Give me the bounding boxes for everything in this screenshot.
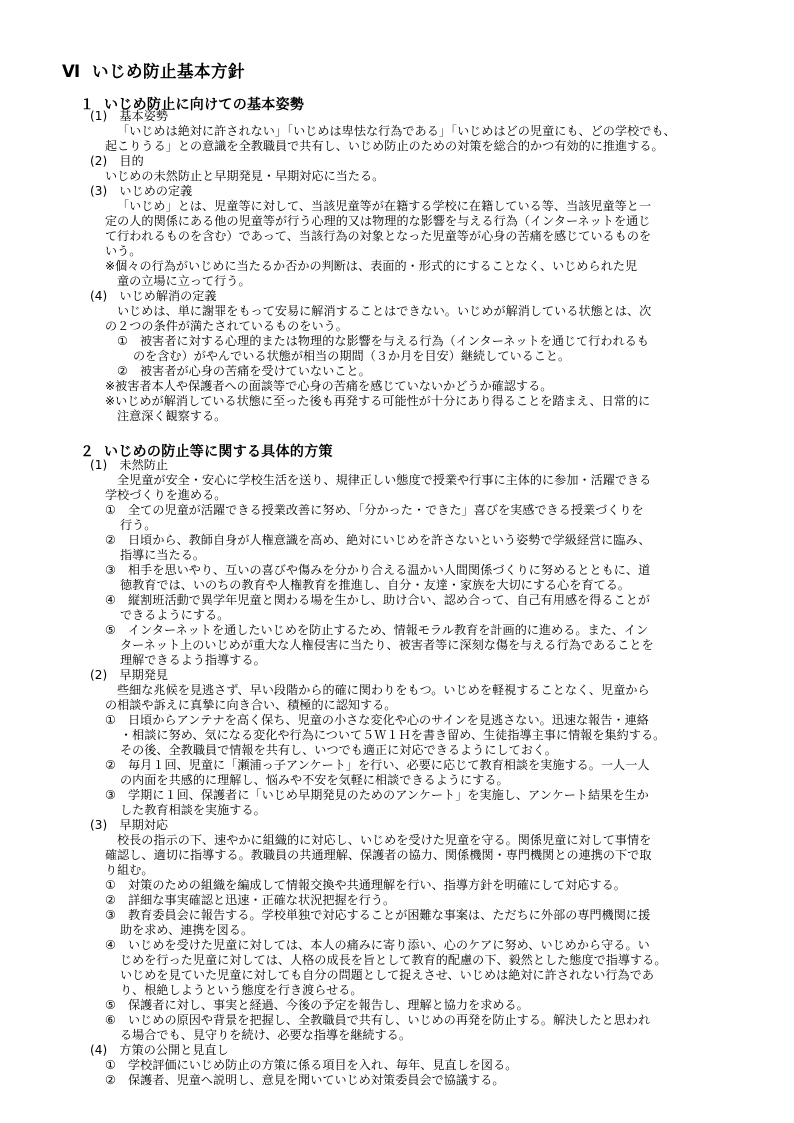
list-item: ④ 縦割班活動で異学年児童と関わる場を生かし、助け合い、認め合って、自己有用感を得ることが — [105, 593, 650, 607]
text-line: の２つの条件が満たされているものをいう。 — [105, 319, 348, 333]
list-item: ・相談に努め、気になる変化や行為について５Ｗ１Ｈを書き留め、生徒指導主事に情報を集約する。 — [120, 728, 666, 742]
list-item: ① 対策のための組織を編成して情報交換や共通理解を行い、指導方針を明確にして対応する。 — [105, 878, 626, 892]
note-line: 童の立場に立って行う。 — [117, 274, 251, 288]
note-line: ※個々の行為がいじめに当たるか否かの判断は、表面的・形式的にすることなく、いじめられた児 — [105, 259, 638, 273]
section-number: １ — [80, 97, 95, 113]
list-item: の内面を共感的に理解し、悩みや不安を気軽に相談できるようにする。 — [120, 773, 509, 787]
subheading-early-response: (3) 早期対応 — [90, 818, 168, 832]
list-item: ① 日頃からアンテナを高く保ち、児童の小さな変化や心のサインを見逃さない。迅速な報告・連絡 — [105, 713, 649, 727]
note-line: ※被害者本人や保護者への面談等で心身の苦痛を感じていないかどうか確認する。 — [105, 379, 553, 393]
text-line: いう。 — [105, 244, 142, 258]
text-line: 校長の指示の下、速やかに組織的に対応し、いじめを受けた児童を守る。関係児童に対して事情を — [117, 833, 652, 847]
subheading-definition: (3) いじめの定義 — [90, 184, 193, 198]
subheading-early-detection: (2) 早期発見 — [90, 668, 168, 682]
list-item: ⑤ インターネットを通したいじめを防止するため、情報モラル教育を計画的に進める。また、イン — [105, 623, 649, 637]
subheading-disclosure-review: (4) 方策の公開と見直し — [90, 1043, 229, 1057]
list-item: ⑤ 保護者に対し、事実と経過、今後の予定を報告し、理解と協力を求める。 — [105, 998, 529, 1012]
text-line: 全児童が安全・安心に学校生活を送り、規律正しい態度で授業や行事に主体的に参加・活躍できる — [117, 473, 652, 487]
list-item: ③ 学期に１回、保護者に「いじめ早期発見のためのアンケート」を実施し、アンケート結果を生か — [105, 788, 649, 802]
list-item: る場合でも、見守りを続け、必要な指導を継続する。 — [120, 1028, 411, 1042]
list-item: 徳教育では、いのちの教育や人権教育を推進し、自分・友達・家族を大切にする心を育てる。 — [120, 578, 631, 592]
list-item: ① 被害者に対する心理的または物理的な影響を与える行為（インターネットを通じて行われるも — [117, 334, 649, 348]
list-item: ② 日頃から、教師自身が人権意識を高め、絶対にいじめを許さないという姿勢で学級経営に臨み、 — [105, 533, 651, 547]
list-item: できるようにする。 — [120, 608, 230, 622]
text-line: 学校づくりを進める。 — [105, 488, 227, 502]
chapter-title-text: いじめ防止基本方針 — [92, 62, 245, 81]
list-item: ターネット上のいじめが重大な人権侵害に当たり、被害者等に深刻な傷を与える行為であることを — [120, 638, 654, 652]
list-item: 指導に当たる。 — [120, 548, 206, 562]
chapter-title — [62, 58, 245, 82]
list-item: その後、全教職員で情報を共有し、いつでも適正に対応できるようにしておく。 — [120, 743, 557, 757]
list-item: ② 保護者、児童へ説明し、意見を聞いていじめ対策委員会で協議する。 — [105, 1073, 505, 1087]
list-item: いじめを見ていた児童に対しても自分の問題として捉えさせ、いじめは絶対に許されない行為であ — [120, 968, 654, 982]
text-line: いじめは、単に謝罪をもって安易に解消することはできない。いじめが解消している状態とは、次 — [117, 304, 652, 318]
list-item: ③ 相手を思いやり、互いの喜びや傷みを分かり合える温かい人間関係づくりに努めるとともに、道 — [105, 563, 651, 577]
subheading-resolution: (4) いじめ解消の定義 — [90, 289, 217, 303]
subheading-prevention: (1) 未然防止 — [90, 458, 168, 472]
list-item: じめを行った児童に対しては、人格の成長を旨として教育的配慮の下、毅然とした態度で指導する。 — [120, 953, 667, 967]
list-item: り、根絶しようという態度を行き渡らせる。 — [120, 983, 363, 997]
text-line: 些細な兆候を見逃さず、早い段階から的確に関わりをもつ。いじめを軽視することなく、児童から — [117, 683, 650, 697]
chapter-number: Ⅵ — [62, 62, 81, 81]
list-item: ⑥ いじめの原因や背景を把握し、全教職員で共有し、いじめの再発を防止する。解決したと思われ — [105, 1013, 651, 1027]
text-line: いじめの未然防止と早期発見・早期対応に当たる。 — [105, 169, 385, 183]
list-item: ② 詳細な事実確認と迅速・正確な状況把握を行う。 — [105, 893, 396, 907]
text-line: り組む。 — [105, 863, 154, 877]
text-line: 定の人的関係にある他の児童等が行う心理的又は物理的な影響を与える行為（インターネットを通じ — [105, 214, 651, 228]
list-item: ③ 教育委員会に報告する。学校単独で対応することが困難な事案は、ただちに外部の専門機関に援 — [105, 908, 651, 922]
note-line: ※いじめが解消している状態に至った後も再発する可能性が十分にあり得ることを踏まえ、日常的に — [105, 394, 651, 408]
text-line: 確認し、適切に指導する。教職員の共通理解、保護者の協力、関係機関・専門機関との連携の下で取 — [105, 848, 652, 862]
list-item: 行う。 — [120, 518, 157, 532]
text-line: 起こりうる」との意識を全教職員で共有し、いじめ防止のための対策を総合的かつ有効的に推進する。 — [105, 139, 664, 153]
subheading-basic-stance: (1) 基本姿勢 — [90, 109, 168, 123]
list-item: のを含む）がやんでいる状態が相当の期間（３か月を目安）継続していること。 — [133, 349, 571, 363]
text-line: 「いじめ」とは、児童等に対して、当該児童等が在籍する学校に在籍している等、当該児童等と一 — [117, 199, 652, 213]
list-item: 理解できるよう指導する。 — [120, 653, 266, 667]
list-item: ② 毎月１回、児童に「瀬浦っ子アンケート」を行い、必要に応じて教育相談を実施する。一人一人 — [105, 758, 650, 772]
list-item: ④ いじめを受けた児童に対しては、本人の痛みに寄り添い、心のケアに努め、いじめから守る。い — [105, 938, 650, 952]
section-heading-text: いじめの防止等に関する具体的方策 — [104, 444, 333, 460]
text-line: 「いじめは絶対に許されない」「いじめは卑怯な行為である」「いじめはどの児童にも、どの学校でも、 — [117, 124, 676, 138]
list-item: ② 被害者が心身の苦痛を受けていないこと。 — [117, 364, 371, 378]
text-line: て行われるものを含む）であって、当該行為の対象となった児童等が心身の苦痛を感じているものを — [105, 229, 652, 243]
text-line: の相談や訴えに真摯に向き合い、積極的に認知する。 — [105, 698, 397, 712]
list-item: 助を求め、連携を図る。 — [120, 923, 254, 937]
list-item: ① 学校評価にいじめ防止の方策に係る項目を入れ、毎年、見直しを図る。 — [105, 1058, 518, 1072]
note-line: 注意深く観察する。 — [117, 409, 227, 423]
subheading-purpose: (2) 目的 — [90, 154, 144, 168]
list-item: ① 全ての児童が活躍できる授業改善に努め、「分かった・できた」喜びを実感できる授業づくりを — [105, 503, 644, 517]
section-heading-text: いじめ防止に向けての基本姿勢 — [104, 97, 305, 113]
list-item: した教育相談を実施する。 — [120, 803, 266, 817]
section-number: ２ — [80, 444, 95, 460]
